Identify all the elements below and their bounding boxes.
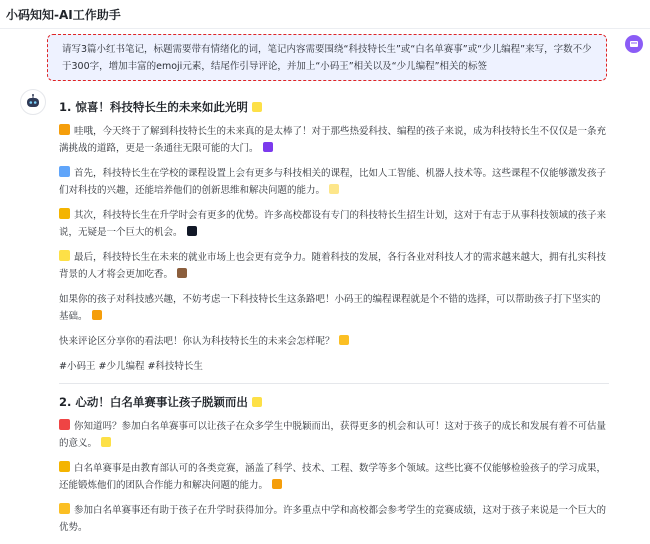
user-avatar[interactable] [625,35,643,53]
graduation-cap-icon [187,226,197,236]
trophy-icon [92,310,102,320]
trophy-icon [59,208,70,219]
user-message-text: 请写3篇小红书笔记，标题需要带有情绪化的词，笔记内容需要围绕“科技特长生”或“白名单赛事”或“少儿编程”来写，字数不少于300字，增加丰富的emoji元素，结尾作引导评论，并加上“小码王”相关以及“少儿编程”相关的标签 [62,44,592,72]
note-1-paragraph: 哇哦，今天终于了解到科技特长生的未来真的是太棒了！对于那些热爱科技、编程的孩子来说，成为科技特长生不仅仅是一条充满挑战的道路，更是一条通往无限可能的大门。 [59,126,607,154]
chat-area[interactable] [0,29,650,533]
note-2-title: 2. 心动！白名单赛事让孩子脱颖而出 [59,394,609,410]
rocket-icon [263,142,273,152]
party-icon [59,124,70,135]
briefcase-icon [177,268,187,278]
note-1-tags: #小码王 #少儿编程 #科技特长生 [59,361,203,372]
fire-icon [59,419,70,430]
muscle-icon [272,479,282,489]
note-2-paragraph: 你知道吗？参加白名单赛事可以让孩子在众多学生中脱颖而出，获得更多的机会和认可！这对于孩子的成长和发展有着不可估量的意义。 [59,421,607,449]
sparkle-icon [252,102,262,112]
note-1-paragraph: 最后，科技特长生在未来的就业市场上也会更有竞争力。随着科技的发展，各行各业对科技人才的需求越来越大，拥有扎实科技背景的人才将会更加吃香。 [59,252,607,280]
assistant-avatar [20,89,46,115]
sparkle-icon [252,397,262,407]
lightbulb-icon [329,184,339,194]
user-avatar-icon [629,39,639,49]
note-1-paragraph: 快来评论区分享你的看法吧！你认为科技特长生的未来会怎样呢？ [59,333,609,350]
note-2-paragraph: 参加白名单赛事还有助于孩子在升学时获得加分。许多重点中学和高校都会参考学生的竞赛成绩，这对于孩子来说是一个巨大的优势。 [59,505,607,533]
note-1-paragraph: 如果你的孩子对科技感兴趣，不妨考虑一下科技特长生这条路吧！小码王的编程课程就是个不错的选择，可以帮助孩子打下坚实的基础。 [59,294,601,322]
app-title: 小码知知-AI工作助手 [6,7,121,22]
star-icon [59,250,70,261]
user-message-bubble [47,34,607,81]
note-2-paragraph: 白名单赛事是由教育部认可的各类竞赛，涵盖了科学、技术、工程、数学等多个领域。这些比赛不仅能够检验孩子的学习成果，还能锻炼他们的团队合作能力和解决问题的能力。 [59,463,607,491]
note-1-paragraph: 首先，科技特长生在学校的课程设置上会有更多与科技相关的课程，比如人工智能、机器人技术等。这些课程不仅能够激发孩子们对科技的兴趣，还能培养他们的创新思维和解决问题的能力。 [59,168,607,196]
section-divider [59,383,609,384]
robot-icon [24,93,42,111]
top-bar [0,0,650,29]
note-1-paragraph: 其次，科技特长生在升学时会有更多的优势。许多高校都设有专门的科技特长生招生计划，这对于有志于从事科技领域的孩子来说，无疑是一个巨大的机会。 [59,210,607,238]
assistant-message [59,99,609,544]
pointing-hand-icon [339,335,349,345]
trophy-icon [59,461,70,472]
note-1-title: 1. 惊喜！科技特长生的未来如此光明 [59,99,609,115]
star-icon [101,437,111,447]
school-icon [59,166,70,177]
